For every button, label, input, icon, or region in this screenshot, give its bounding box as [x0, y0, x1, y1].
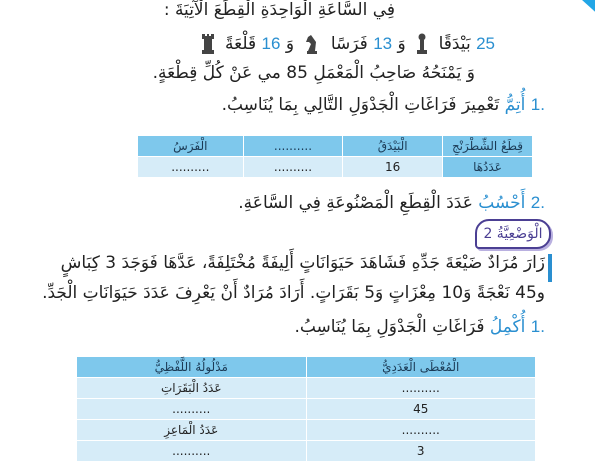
payment-text: وَ يَمْنَحُهُ صَاحِبُ الْمَعْمَلِ 85 مي عَنْ كُلِّ قِطْعَةٍ.: [152, 63, 475, 83]
rooks-count: 16: [261, 34, 281, 53]
animals-table: [76, 356, 536, 462]
rooks-label: قَلْعَةً: [225, 34, 257, 54]
question-1: .1 أُتِمُّ تَعْمِيرَ فَرَاغَاتِ الْجَدْوَلِ التَّالِي بِمَا يُنَاسِبُ.: [221, 95, 545, 115]
table-row: 45 ..........: [77, 399, 536, 420]
pawns-label: بَيْدَقًا: [438, 34, 471, 54]
paragraph-line-2: و45 نَعْجَةً وَ10 مِعْزَاتٍ وَ5 بَقَرَاتٍ. أَرَادَ مُرَادٌ أَنْ يَعْرِفَ عَدَدَ حَيَوَانَاتِ الْجَدِّ.: [42, 283, 545, 303]
rook-icon: [200, 32, 216, 56]
pawns-count: 25: [476, 34, 495, 53]
paragraph-line-1: زَارَ مُرَادٌ ضَيْعَةَ جَدِّهِ فَشَاهَدَ حَيَوَانَاتٍ أَلِيفَةً مُخْتَلِفَةً، عَدَّهَا فَوَجَدَ 3 كِبَاشٍ: [60, 253, 545, 273]
pieces-line: 25 بَيْدَقًا وَ 13 فَرَسًا وَ 16 قَلْعَةً: [0, 32, 495, 56]
table-header-row: قِطَعُ الشِّطْرَنْجِ الْبَيْدَقُ .......... الْفَرَسُ: [138, 136, 533, 157]
question-2: .2 أَحْسُبُ عَدَدَ الْقِطَعِ الْمَصْنُوعَةِ فِي السَّاعَةِ.: [238, 193, 545, 213]
table-row: .......... عَدَدُ الْمَاعِزِ: [77, 420, 536, 441]
table-header-row: الْمُعْطَى الْعَدَدِيُّ مَدْلُولُهُ اللَّفْظِيُّ: [77, 357, 536, 378]
corner-decoration: [571, 0, 595, 28]
knights-label: فَرَسًا: [330, 34, 368, 54]
pawn-icon: [415, 32, 429, 56]
knights-count: 13: [373, 34, 393, 53]
chess-table: [137, 135, 533, 178]
table-row: .......... عَدَدُ الْبَقَرَاتِ: [77, 378, 536, 399]
knight-icon: [303, 32, 321, 56]
intro-text: فِي السَّاعَةِ الْوَاحِدَةِ الْقِطَعَ الْآتِيَةَ :: [163, 0, 395, 20]
question-3: .1 أُكْمِلُ فَرَاغَاتِ الْجَدْوَلِ بِمَا يُنَاسِبُ.: [294, 317, 545, 337]
table-row: عَدَدُهَا 16 .......... ..........: [138, 157, 533, 178]
accent-bar: [548, 254, 552, 282]
table-row: 3 ..........: [77, 441, 536, 462]
situation-badge: الْوَضْعِيَّةُ 2: [475, 219, 551, 249]
